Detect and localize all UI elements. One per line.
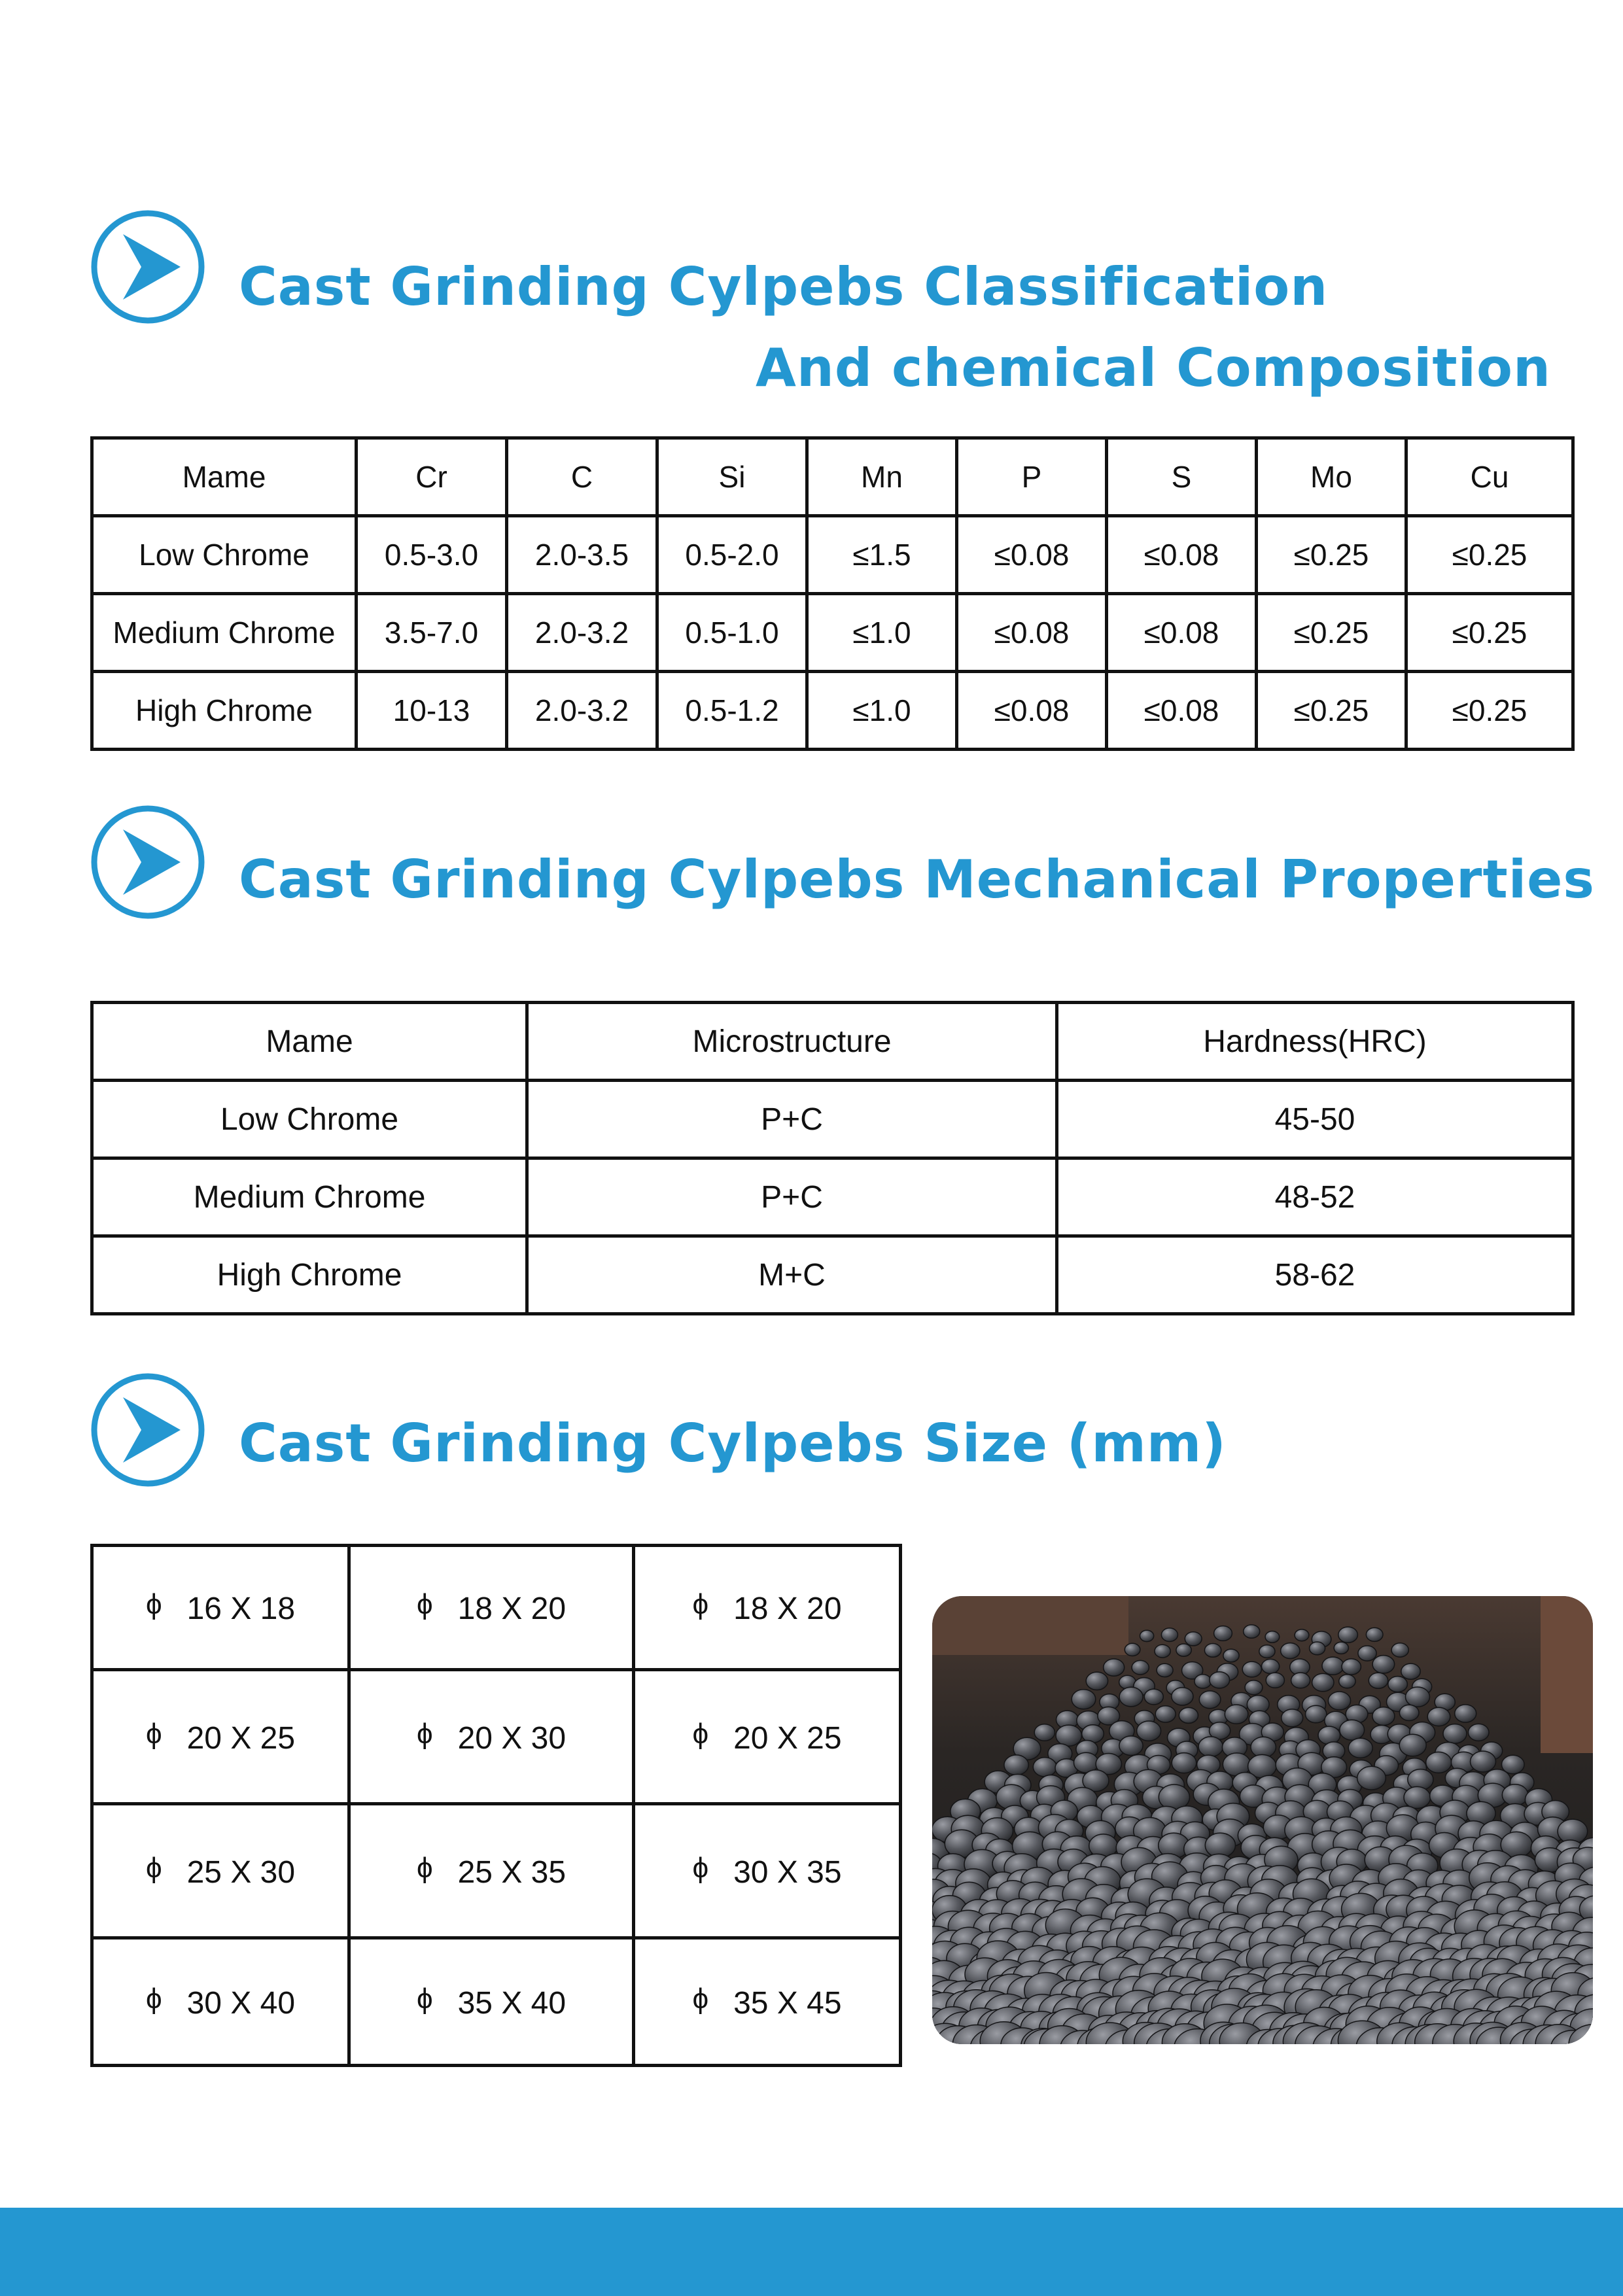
pebble <box>1259 1645 1275 1658</box>
pebble <box>1199 1691 1221 1709</box>
pebble <box>1468 1724 1489 1741</box>
table-cell: ≤0.25 <box>1257 516 1406 594</box>
pebble <box>1357 1766 1386 1790</box>
pebble <box>1223 1649 1239 1662</box>
table-cell: 48-52 <box>1057 1158 1573 1236</box>
table-row <box>92 516 1573 594</box>
size-value: 30 X 40 <box>186 1985 296 2021</box>
pebble <box>1245 1680 1263 1695</box>
diameter-symbol-icon: ϕ <box>692 1982 709 2015</box>
pebble <box>1369 1673 1387 1688</box>
table-cell: ≤0.25 <box>1406 516 1573 594</box>
pebble <box>1161 1628 1178 1642</box>
size-value: 35 X 45 <box>733 1985 842 2021</box>
pebble <box>1204 1644 1221 1658</box>
size-cell <box>634 1938 901 2066</box>
pebble <box>1426 1752 1452 1773</box>
table-cell: P+C <box>527 1081 1057 1158</box>
pebble <box>1266 1673 1284 1688</box>
size-cell <box>92 1546 349 1670</box>
table-cell: ≤0.08 <box>1107 594 1257 672</box>
table-cell: Medium Chrome <box>92 594 357 672</box>
pebble <box>1455 1705 1476 1722</box>
section-3-chevron-icon <box>89 1371 207 1489</box>
pebble <box>1372 1656 1395 1673</box>
table-row <box>92 1081 1573 1158</box>
pebble <box>1086 1672 1108 1690</box>
pebble <box>1295 1629 1309 1641</box>
pebble <box>1210 1672 1230 1688</box>
diameter-symbol-icon: ϕ <box>692 1717 709 1750</box>
size-cell <box>349 1670 634 1804</box>
pebble <box>1125 1643 1140 1656</box>
chemical-table-header-row <box>92 438 1573 516</box>
pebble <box>1401 1663 1420 1679</box>
size-cell <box>349 1804 634 1938</box>
header-cell: Hardness(HRC) <box>1057 1003 1573 1081</box>
table-cell: 0.5-1.0 <box>657 594 807 672</box>
table-cell: 3.5-7.0 <box>357 594 507 672</box>
table-cell: ≤0.08 <box>957 594 1107 672</box>
size-value: 20 X 30 <box>457 1720 567 1756</box>
pebble <box>1176 1644 1191 1656</box>
size-value: 18 X 20 <box>457 1592 567 1626</box>
table-cell: 45-50 <box>1057 1081 1573 1158</box>
table-cell: 10-13 <box>357 672 507 750</box>
table-cell: 0.5-3.0 <box>357 516 507 594</box>
pebble <box>1388 1677 1408 1692</box>
table-row <box>92 594 1573 672</box>
pebble <box>1340 1720 1365 1740</box>
pebble <box>1339 1675 1355 1688</box>
table-cell: High Chrome <box>92 1236 527 1314</box>
section-1-chevron-icon <box>89 208 207 326</box>
section-1-title-line-2: And chemical Composition <box>756 338 1551 398</box>
pebble <box>1119 1687 1143 1707</box>
pebble <box>1312 1673 1334 1691</box>
diameter-symbol-icon: ϕ <box>145 1982 162 2015</box>
pebble <box>1119 1736 1143 1756</box>
size-cell <box>634 1804 901 1938</box>
table-cell: Low Chrome <box>92 1081 527 1158</box>
diameter-symbol-icon: ϕ <box>692 1851 709 1884</box>
table-cell: ≤0.08 <box>1107 516 1257 594</box>
size-value: 20 X 25 <box>733 1720 842 1756</box>
table-cell: 2.0-3.5 <box>507 516 657 594</box>
pebble <box>1244 1625 1260 1638</box>
pebble <box>1056 1725 1081 1746</box>
table-cell: 0.5-1.2 <box>657 672 807 750</box>
pebble <box>1404 1786 1431 1808</box>
diameter-symbol-icon: ϕ <box>145 1717 162 1750</box>
mechanical-properties-table <box>90 1001 1575 1315</box>
size-value: 30 X 35 <box>733 1854 842 1890</box>
pebble <box>1372 1707 1395 1726</box>
pebble <box>1358 1646 1376 1661</box>
pebble <box>1399 1705 1419 1720</box>
pebble <box>1225 1705 1248 1724</box>
pebble <box>1291 1673 1310 1688</box>
section-2-chevron-icon <box>89 803 207 921</box>
size-cell <box>92 1670 349 1804</box>
pebble <box>1348 1738 1372 1758</box>
pebble <box>1338 1627 1358 1643</box>
size-cell <box>349 1938 634 2066</box>
size-value: 18 X 20 <box>733 1592 842 1626</box>
pebble <box>1366 1627 1383 1641</box>
pebble <box>1195 1675 1212 1688</box>
table-cell: ≤0.25 <box>1257 672 1406 750</box>
pebble <box>1132 1660 1149 1675</box>
diameter-symbol-icon: ϕ <box>416 1851 433 1884</box>
table-cell: 2.0-3.2 <box>507 672 657 750</box>
pebble <box>1179 1707 1198 1723</box>
pebble <box>1318 1726 1340 1745</box>
table-cell: ≤1.0 <box>807 672 957 750</box>
pebble <box>1334 1642 1348 1654</box>
pebble <box>1306 1705 1327 1723</box>
header-cell: Mo <box>1257 438 1406 516</box>
table-cell: ≤0.08 <box>957 672 1107 750</box>
cylpebs-pile-image <box>932 1596 1593 2044</box>
table-row <box>92 1804 901 1938</box>
table-cell: 0.5-2.0 <box>657 516 807 594</box>
header-cell: Mame <box>92 1003 527 1081</box>
pebble <box>1328 1692 1350 1710</box>
table-cell: P+C <box>527 1158 1057 1236</box>
diameter-symbol-icon: ϕ <box>416 1717 433 1750</box>
pebble <box>1214 1626 1232 1641</box>
pebble <box>1281 1643 1300 1659</box>
table-cell: Medium Chrome <box>92 1158 527 1236</box>
table-cell: Low Chrome <box>92 516 357 594</box>
pebble <box>1137 1721 1161 1741</box>
diameter-symbol-icon: ϕ <box>416 1588 433 1620</box>
pebble <box>1282 1709 1303 1727</box>
pebble <box>1033 1758 1056 1777</box>
pebble <box>1427 1707 1450 1726</box>
pebble <box>1185 1632 1202 1646</box>
pebble <box>1443 1724 1467 1744</box>
pebble <box>1265 1631 1280 1643</box>
diameter-symbol-icon: ϕ <box>145 1588 162 1620</box>
pebble <box>1172 1688 1193 1705</box>
size-value: 25 X 35 <box>457 1854 567 1890</box>
table-cell: High Chrome <box>92 672 357 750</box>
size-cell <box>634 1670 901 1804</box>
pebble <box>1157 1663 1173 1677</box>
mechanical-table-header-row <box>92 1003 1573 1081</box>
table-row <box>92 672 1573 750</box>
header-cell: Cu <box>1406 438 1573 516</box>
pebble <box>1155 1706 1176 1722</box>
size-value: 20 X 25 <box>186 1720 296 1756</box>
section-1-title-line-1: Cast Grinding Cylpebs Classification <box>239 256 1329 317</box>
pebble <box>1242 1661 1261 1677</box>
pebble <box>1172 1753 1196 1773</box>
pebble <box>1391 1643 1408 1657</box>
chemical-composition-table <box>90 436 1575 751</box>
diameter-symbol-icon: ϕ <box>145 1851 162 1884</box>
table-cell: ≤0.25 <box>1406 672 1573 750</box>
pebble <box>1144 1689 1163 1705</box>
header-cell: C <box>507 438 657 516</box>
pebble <box>1310 1642 1325 1655</box>
table-cell: ≤0.25 <box>1406 594 1573 672</box>
table-cell: ≤0.08 <box>1107 672 1257 750</box>
table-row <box>92 1670 901 1804</box>
pebble <box>1322 1657 1344 1675</box>
size-cell <box>634 1546 901 1670</box>
size-cell <box>92 1804 349 1938</box>
pebble <box>1034 1724 1055 1741</box>
pebble <box>1072 1690 1096 1709</box>
header-cell: Cr <box>357 438 507 516</box>
section-2-title: Cast Grinding Cylpebs Mechanical Properties <box>239 849 1596 910</box>
table-cell: ≤1.5 <box>807 516 957 594</box>
size-value: 35 X 40 <box>457 1985 567 2021</box>
size-value: 16 X 18 <box>186 1592 296 1626</box>
header-cell: S <box>1107 438 1257 516</box>
footer-band <box>0 2208 1623 2296</box>
cylpebs-photo <box>932 1596 1593 2044</box>
size-value: 25 X 30 <box>186 1854 296 1890</box>
diameter-symbol-icon: ϕ <box>692 1588 709 1620</box>
header-cell: Si <box>657 438 807 516</box>
table-cell: 2.0-3.2 <box>507 594 657 672</box>
table-cell: ≤0.25 <box>1257 594 1406 672</box>
pebble <box>1342 1659 1361 1675</box>
table-cell: 58-62 <box>1057 1236 1573 1314</box>
pebble <box>1004 1755 1028 1775</box>
size-table <box>90 1544 902 2067</box>
pebble <box>1399 1734 1426 1756</box>
diameter-symbol-icon: ϕ <box>416 1982 433 2015</box>
table-cell: ≤1.0 <box>807 594 957 672</box>
table-cell: ≤0.08 <box>957 516 1107 594</box>
pebble <box>1104 1659 1125 1676</box>
table-cell: M+C <box>527 1236 1057 1314</box>
pebble <box>1471 1751 1496 1772</box>
pebble <box>1502 1784 1528 1805</box>
pebble <box>1140 1630 1154 1641</box>
pebble <box>1262 1659 1280 1673</box>
header-cell: Mn <box>807 438 957 516</box>
section-3-title: Cast Grinding Cylpebs Size (mm) <box>239 1413 1227 1474</box>
pebble <box>1155 1644 1170 1658</box>
header-cell: Mame <box>92 438 357 516</box>
header-cell: P <box>957 438 1107 516</box>
header-cell: Microstructure <box>527 1003 1057 1081</box>
table-row <box>92 1546 901 1670</box>
table-row <box>92 1158 1573 1236</box>
pebble <box>1406 1687 1430 1707</box>
pebble <box>1198 1737 1223 1757</box>
size-cell <box>349 1546 634 1670</box>
size-cell <box>92 1938 349 2066</box>
table-row <box>92 1938 901 2066</box>
table-row <box>92 1236 1573 1314</box>
